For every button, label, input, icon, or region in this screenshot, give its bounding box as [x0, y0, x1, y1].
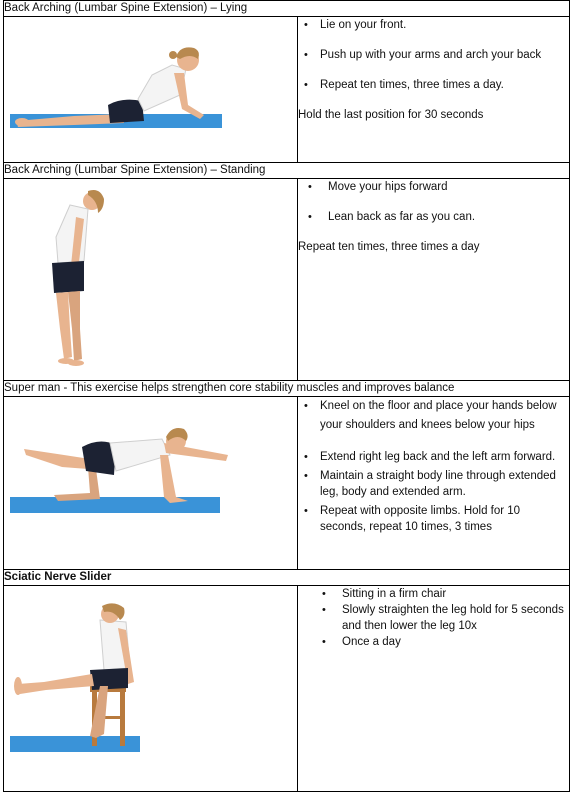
- instruction-list: [298, 397, 569, 535]
- section-header-row: [4, 570, 570, 586]
- exercise-image-sciatic-nerve-slider: [4, 586, 298, 792]
- list-item: • Kneel on the floor and place your hands below your shoulders and knees below your hips: [298, 397, 569, 435]
- section-row: [4, 17, 570, 163]
- bullet-icon: •: [322, 588, 326, 600]
- section-row: [4, 586, 570, 792]
- section-row: [4, 179, 570, 381]
- list-item: • Push up with your arms and arch your back: [304, 49, 542, 61]
- list-item: • Slowly straighten the leg hold for 5 seconds and then lower the leg 10x: [322, 604, 564, 632]
- bullet-icon: •: [304, 400, 308, 412]
- bullet-icon: •: [304, 19, 308, 31]
- instruction-list: [298, 179, 569, 225]
- exercise-image-lying-back-arch: [4, 17, 298, 163]
- list-item: • Lean back as far as you can.: [308, 211, 476, 223]
- instruction-note: Hold the last position for 30 seconds: [298, 109, 484, 121]
- bullet-icon: •: [308, 181, 312, 193]
- section-header-row: [4, 381, 570, 397]
- section-header-row: [4, 163, 570, 179]
- section-title: Sciatic Nerve Slider: [4, 570, 570, 586]
- list-item: • Once a day: [322, 636, 401, 648]
- instructions-cell: [298, 397, 570, 570]
- exercise-table: [3, 0, 570, 792]
- section-row: [4, 397, 570, 570]
- bullet-icon: •: [304, 505, 308, 517]
- bullet-icon: •: [304, 49, 308, 61]
- section-title: Back Arching (Lumbar Spine Extension) – Lying: [4, 1, 570, 17]
- section-title: Back Arching (Lumbar Spine Extension) – Standing: [4, 163, 570, 179]
- list-item: • Repeat with opposite limbs. Hold for 10 seconds, repeat 10 times, 3 times: [304, 505, 521, 533]
- exercise-image-standing-back-arch: [4, 179, 298, 381]
- list-item: • Sitting in a firm chair: [322, 588, 447, 600]
- bullet-icon: •: [304, 79, 308, 91]
- instruction-list: [298, 17, 569, 93]
- exercise-image-superman: [4, 397, 298, 570]
- instructions-cell: [298, 17, 570, 163]
- list-item: • Lie on your front.: [304, 19, 407, 31]
- section-title: Super man - This exercise helps strengthen core stability muscles and improves balance: [4, 381, 570, 397]
- bullet-icon: •: [304, 451, 308, 463]
- list-item: • Maintain a straight body line through extended leg, body and extended arm.: [304, 470, 556, 498]
- instruction-note: Repeat ten times, three times a day: [298, 241, 480, 253]
- instructions-cell: [298, 179, 570, 381]
- bullet-icon: •: [304, 470, 308, 482]
- section-header-row: [4, 1, 570, 17]
- bullet-icon: •: [322, 636, 326, 648]
- bullet-icon: •: [322, 604, 326, 616]
- list-item: • Extend right leg back and the left arm forward.: [304, 451, 556, 463]
- instruction-list: [298, 586, 569, 650]
- bullet-icon: •: [308, 211, 312, 223]
- list-item: • Move your hips forward: [308, 181, 448, 193]
- instructions-cell: [298, 586, 570, 792]
- list-item: • Repeat ten times, three times a day.: [304, 79, 504, 91]
